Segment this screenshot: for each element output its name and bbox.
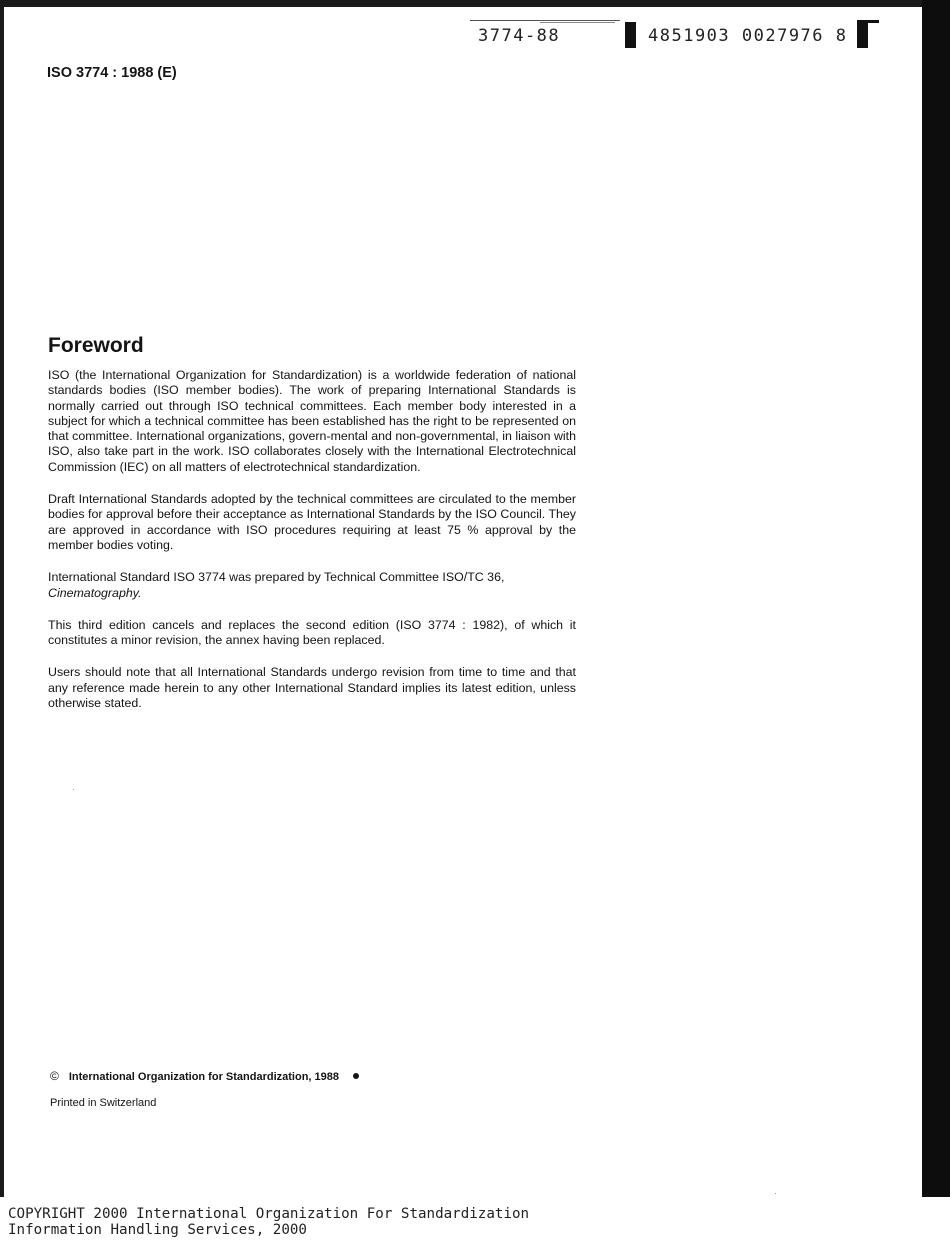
- stamp-control-number: 4851903 0027976 8: [648, 26, 848, 46]
- copyright-notice: [50, 1069, 359, 1083]
- bullet-icon: [353, 1073, 359, 1079]
- scan-right-border: [922, 0, 950, 1197]
- scan-line: [540, 22, 615, 23]
- paragraph: Users should note that all International Standards undergo revision from time to time and that any reference made herein to any other International Standard implies its latest edition, unless otherwise stated.: [48, 665, 576, 711]
- footer-line: Information Handling Services, 2000: [8, 1222, 307, 1238]
- paragraph: ISO (the International Organization for Standardization) is a worldwide federation of national standards bodies (ISO member bodies). The work of preparing International Standards is normally carried out through ISO technical committees. Each member body interested in a subject for which a technical committee has been established has the right to be represented on that committee. International organizations, govern-mental and non-governmental, in liaison with ISO, also take part in the work. ISO collaborates closely with the International Electrotechnical Commission (IEC) on all matters of electrotechnical standardization.: [48, 368, 576, 474]
- scan-speck: [775, 1193, 776, 1194]
- barcode-mark-hook: [857, 20, 879, 23]
- scan-speck: [73, 789, 74, 790]
- scan-top-border: [0, 0, 950, 7]
- barcode-mark: [857, 22, 868, 48]
- printed-location: Printed in Switzerland: [50, 1097, 157, 1109]
- paragraph: This third edition cancels and replaces the second edition (ISO 3774 : 1982), of which it constitutes a minor revision, the annex having been replaced.: [48, 617, 576, 648]
- committee-name: Cinematography.: [48, 585, 142, 600]
- copyright-footer: [8, 1206, 529, 1238]
- paragraph: Draft International Standards adopted by the technical committees are circulated to the member bodies for approval before their acceptance as International Standards by the ISO Council. They are approved in accordance with ISO procedures requiring at least 75 % approval by the member bodies voting.: [48, 492, 576, 552]
- section-heading: Foreword: [48, 334, 144, 357]
- copyright-symbol: ©: [50, 1069, 59, 1083]
- barcode-mark: [625, 22, 636, 48]
- foreword-body: [48, 368, 576, 711]
- scan-line: [470, 20, 620, 21]
- footer-line: COPYRIGHT 2000 International Organization For Standardization: [8, 1206, 530, 1222]
- paragraph-text: International Standard ISO 3774 was prepared by Technical Committee ISO/TC 36,: [48, 570, 505, 585]
- stamp-document-number: 3774-88: [478, 26, 561, 46]
- copyright-text: International Organization for Standardization, 1988: [68, 1071, 339, 1083]
- paragraph: [48, 570, 576, 601]
- document-identifier: ISO 3774 : 1988 (E): [47, 65, 177, 81]
- scan-left-border: [0, 0, 4, 1197]
